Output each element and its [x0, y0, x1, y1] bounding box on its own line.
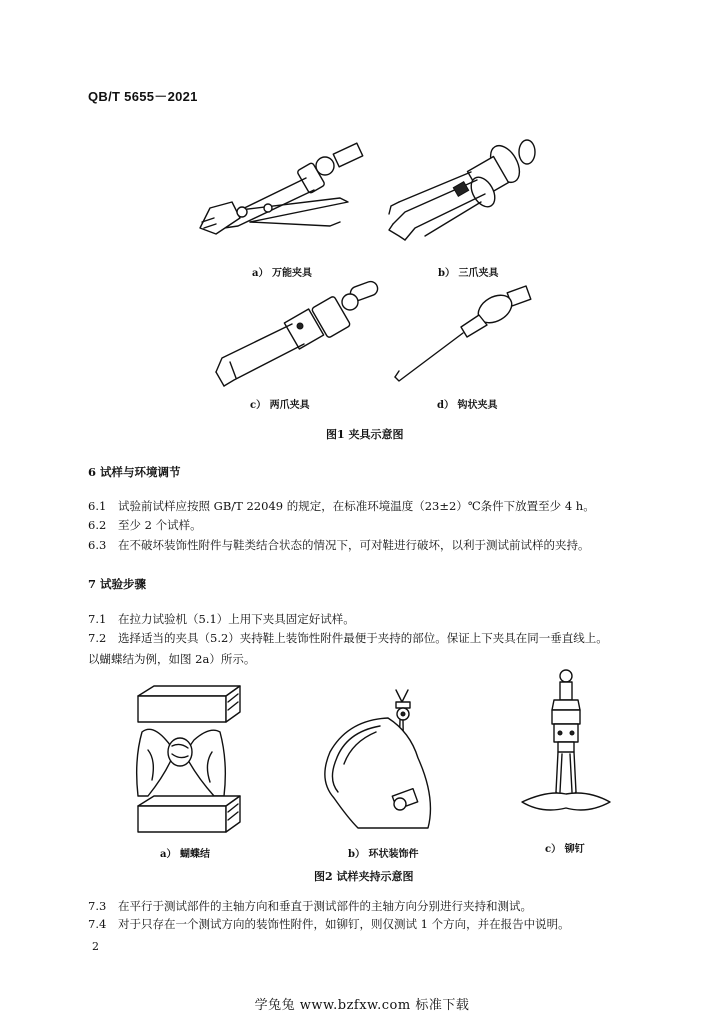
two-jaw-clamp-illustration: [210, 282, 385, 392]
item-6-1: [88, 497, 648, 515]
item-number: 7.1: [88, 612, 107, 626]
figure1-caption-c: c） 两爪夹具: [250, 400, 310, 411]
three-jaw-clamp-illustration: [385, 132, 545, 247]
item-text: 选择适当的夹具（5.2）夹持鞋上装饰性附件最便于夹持的部位。保证上下夹具在同一垂直线上。: [118, 631, 608, 645]
item-6-3: [88, 536, 648, 554]
item-number: 7.4: [88, 917, 107, 931]
item-7-3: [88, 897, 648, 915]
item-7-2-continuation: 以蝴蝶结为例，如图 2a）所示。: [88, 652, 256, 666]
figure2-caption-a: a） 蝴蝶结: [160, 849, 210, 860]
section7-heading: 7 试验步骤: [88, 577, 147, 591]
item-7-1: [88, 610, 648, 628]
item-text: 对于只存在一个测试方向的装饰性附件，如铆钉，则仅测试 1 个方向，并在报告中说明。: [118, 917, 570, 931]
item-7-4: [88, 915, 648, 933]
rivet-sample-illustration: [518, 668, 614, 833]
hook-clamp-illustration: [395, 285, 535, 390]
page-number: 2: [92, 940, 99, 953]
figure1-title: 图1 夹具示意图: [326, 428, 404, 441]
figure1-caption-b: b） 三爪夹具: [438, 268, 499, 279]
item-text: 在不破坏装饰性附件与鞋类结合状态的情况下，可对鞋进行破坏，以利于测试前试样的夹持。: [118, 538, 590, 552]
footer-watermark: 学兔兔 www.bzfxw.com 标准下载: [254, 998, 470, 1013]
item-number: 6.2: [88, 518, 107, 532]
item-text: 试验前试样应按照 GB/T 22049 的规定，在标准环境温度（23±2）℃条件下放置至少 4 h。: [118, 499, 595, 513]
item-number: 6.3: [88, 538, 107, 552]
item-number: 7.2: [88, 631, 107, 645]
bow-sample-illustration: [128, 680, 246, 840]
item-text: 在拉力试验机（5.1）上用下夹具固定好试样。: [118, 612, 355, 626]
item-text: 至少 2 个试样。: [118, 518, 202, 532]
item-number: 7.3: [88, 899, 107, 913]
figure2-caption-c: c） 铆钉: [545, 844, 585, 855]
figure2-title: 图2 试样夹持示意图: [314, 870, 414, 883]
figure1-caption-a: a） 万能夹具: [252, 268, 312, 279]
item-text: 在平行于测试部件的主轴方向和垂直于测试部件的主轴方向分别进行夹持和测试。: [118, 899, 532, 913]
universal-clamp-illustration: [190, 140, 370, 250]
item-number: 6.1: [88, 499, 107, 513]
item-7-2: [88, 629, 648, 647]
figure1-caption-d: d） 钩状夹具: [437, 400, 498, 411]
section6-heading: 6 试样与环境调节: [88, 465, 181, 479]
document-code: QB/T 5655－2021: [88, 89, 198, 104]
figure2-caption-b: b） 环状装饰件: [348, 849, 419, 860]
item-6-2: [88, 516, 648, 534]
ring-decoration-sample-illustration: [318, 688, 440, 838]
